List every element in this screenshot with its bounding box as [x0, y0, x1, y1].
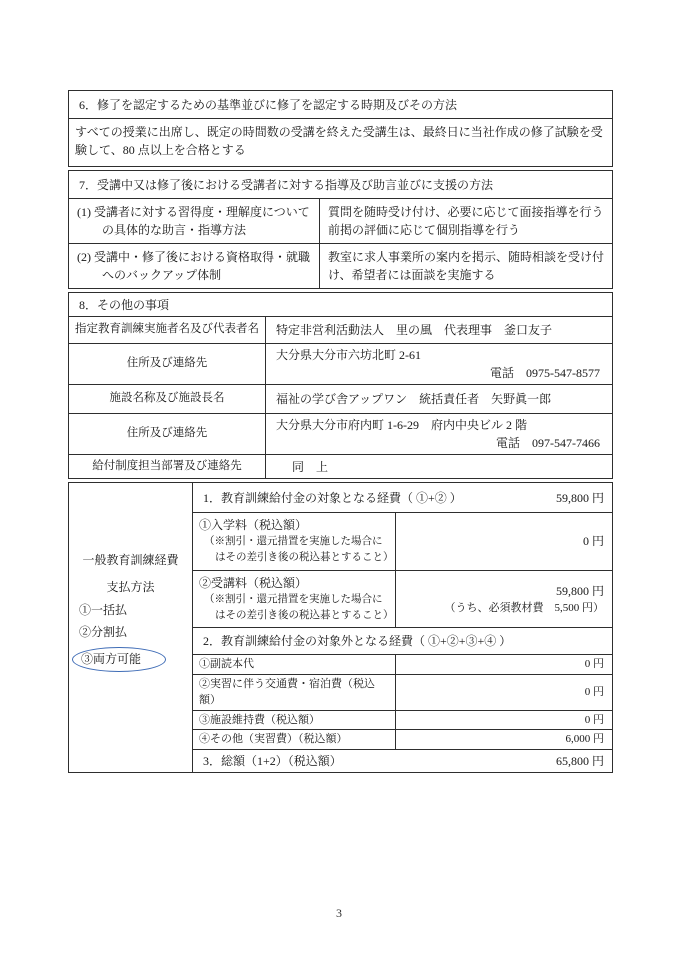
document-body — [68, 90, 613, 773]
guidance-row1-label — [69, 199, 319, 243]
section6-body-text: すべての授業に出席し、既定の時間数の受講を終えた受講生は、最終日に当社作成の修了試験を受験して、80 点以上を合格とする — [69, 118, 612, 166]
admission-title: ①入学料（税込額） — [199, 518, 308, 532]
benefit-dept-label: 給付制度担当部署及び連絡先 — [92, 459, 242, 472]
provider-address-label: 住所及び連絡先 — [126, 357, 208, 370]
fee-item-row — [193, 654, 612, 674]
guidance-row1-label-text: (1) 受講者に対する習得度・理解度についての具体的な助言・指導方法 — [77, 205, 310, 237]
fee-summary-row-1 — [193, 483, 612, 512]
admission-amount: 0 円 — [582, 534, 604, 549]
section6-title: 6．修了を認定するための基準並びに修了を認定する時期及びその方法 — [79, 97, 458, 112]
section8-block — [68, 292, 613, 479]
section7-title: 7．受講中又は修了後における受講者に対する指導及び助言並びに支援の方法 — [79, 177, 494, 192]
section7-block — [68, 170, 613, 289]
fee-total-title: 3．総額（1+2）（税込額） — [203, 753, 342, 768]
facility-name-value — [265, 385, 612, 413]
facility-address-text: 大分県大分市府内町 1-6-29 府内中央ビル 2 階 — [276, 418, 527, 432]
selected-option-ellipse — [72, 647, 166, 672]
guidance-row2-value-text: 教室に求人事業所の案内を掲示、随時相談を受け付け、希望者には面談を実施する — [328, 250, 605, 282]
facility-address-value — [265, 414, 612, 454]
facility-phone-text: 電話 097-547-7466 — [496, 436, 600, 450]
fee-item-row — [193, 674, 612, 710]
fee-item-row — [193, 729, 612, 749]
payment-option-2: ②分割払 — [79, 625, 128, 639]
provider-name-label: 指定教育訓練実施者名及び代表者名 — [75, 323, 259, 336]
fee-total-row — [193, 749, 612, 772]
tuition-materials-note: （うち、必須教材費 5,500 円） — [444, 601, 604, 614]
benefit-dept-value — [265, 455, 612, 478]
fee-summary-2-title: 2．教育訓練給付金の対象外となる経費（ ①+②+③+④ ） — [203, 634, 512, 649]
payment-method-title: 支払方法 — [106, 580, 155, 594]
admission-desc — [193, 513, 395, 570]
guidance-row2-label — [69, 244, 319, 288]
facility-name-label: 施設名称及び施設長名 — [109, 392, 225, 405]
table-row — [69, 316, 612, 343]
fee-summary-1-amount: 59,800 円 — [555, 490, 604, 505]
payment-option-1: ①一括払 — [79, 603, 128, 617]
table-row — [69, 384, 612, 413]
tuition-amount-cell — [395, 571, 612, 628]
fee-item-3-amount: 0 円 — [395, 711, 612, 730]
payment-category-text: 一般教育訓練経費 — [82, 553, 179, 567]
fee-item-1-label: ①副読本代 — [199, 658, 254, 671]
fee-item-row — [193, 710, 612, 730]
fee-item-2-label: ②実習に伴う交通費・宿泊費（税込額） — [199, 677, 375, 707]
fee-total-amount: 65,800 円 — [555, 753, 604, 768]
tuition-amount: 59,800 円 — [555, 583, 604, 598]
tuition-note: （※割引・還元措置を実施した場合にはその差引き後の税込碁とすること） — [204, 593, 394, 621]
guidance-row1-value-line1: 質問を随時受け付け、必要に応じて面接指導を行う — [328, 205, 604, 219]
fee-summary-1-title: 1．教育訓練給付金の対象となる経費（ ①+② ） — [203, 490, 462, 505]
provider-phone-text: 電話 0975-547-8577 — [490, 366, 600, 380]
guidance-row1-value — [319, 199, 612, 243]
admission-note: （※割引・還元措置を実施した場合にはその差引き後の税込碁とすること） — [204, 536, 394, 564]
provider-address-text: 大分県大分市六坊北町 2-61 — [276, 348, 421, 362]
tuition-title: ②受講料（税込額） — [199, 575, 308, 590]
table-row — [69, 343, 612, 384]
page-number: 3 — [336, 906, 342, 920]
provider-name-text: 特定非営利活動法人 里の風 代表理事 釜口友子 — [276, 323, 553, 337]
section6-block — [68, 90, 613, 167]
admission-amount-cell — [395, 513, 612, 570]
fee-item-4-amount: 6,000 円 — [395, 730, 612, 749]
fee-item-3-label: ③施設維持費（税込額） — [199, 713, 320, 726]
fee-summary-row-2 — [193, 627, 612, 654]
facility-address-label: 住所及び連絡先 — [126, 427, 208, 440]
fee-item-1-amount: 0 円 — [395, 655, 612, 674]
guidance-row2-value — [319, 244, 612, 288]
provider-name-value — [265, 317, 612, 343]
provider-address-value — [265, 344, 612, 384]
table-row — [69, 454, 612, 478]
section8-title: 8．その他の事項 — [79, 297, 170, 312]
tuition-desc — [193, 571, 395, 628]
facility-name-text: 福祉の学び舎アップワン 統括責任者 矢野眞一郎 — [276, 392, 552, 406]
table-row — [69, 413, 612, 454]
table-row — [69, 198, 612, 243]
payment-option-3: ③両方可能 — [81, 652, 142, 666]
fee-item-4-label: ④その他（実習費）（税込額） — [199, 733, 348, 746]
table-row — [69, 243, 612, 288]
guidance-row1-value-line2: 前掲の評価に応じて個別指導を行う — [328, 223, 521, 237]
fee-rows — [193, 483, 612, 772]
fee-table — [68, 482, 613, 773]
fee-entry-tuition — [193, 570, 612, 628]
benefit-dept-text: 同 上 — [292, 459, 329, 474]
fee-entry-admission — [193, 512, 612, 570]
payment-method-cell — [69, 483, 193, 772]
guidance-row2-label-text: (2) 受講中・修了後における資格取得・就職へのバックアップ体制 — [77, 250, 310, 282]
fee-item-2-amount: 0 円 — [395, 675, 612, 710]
payment-option-3-wrap — [69, 645, 192, 672]
